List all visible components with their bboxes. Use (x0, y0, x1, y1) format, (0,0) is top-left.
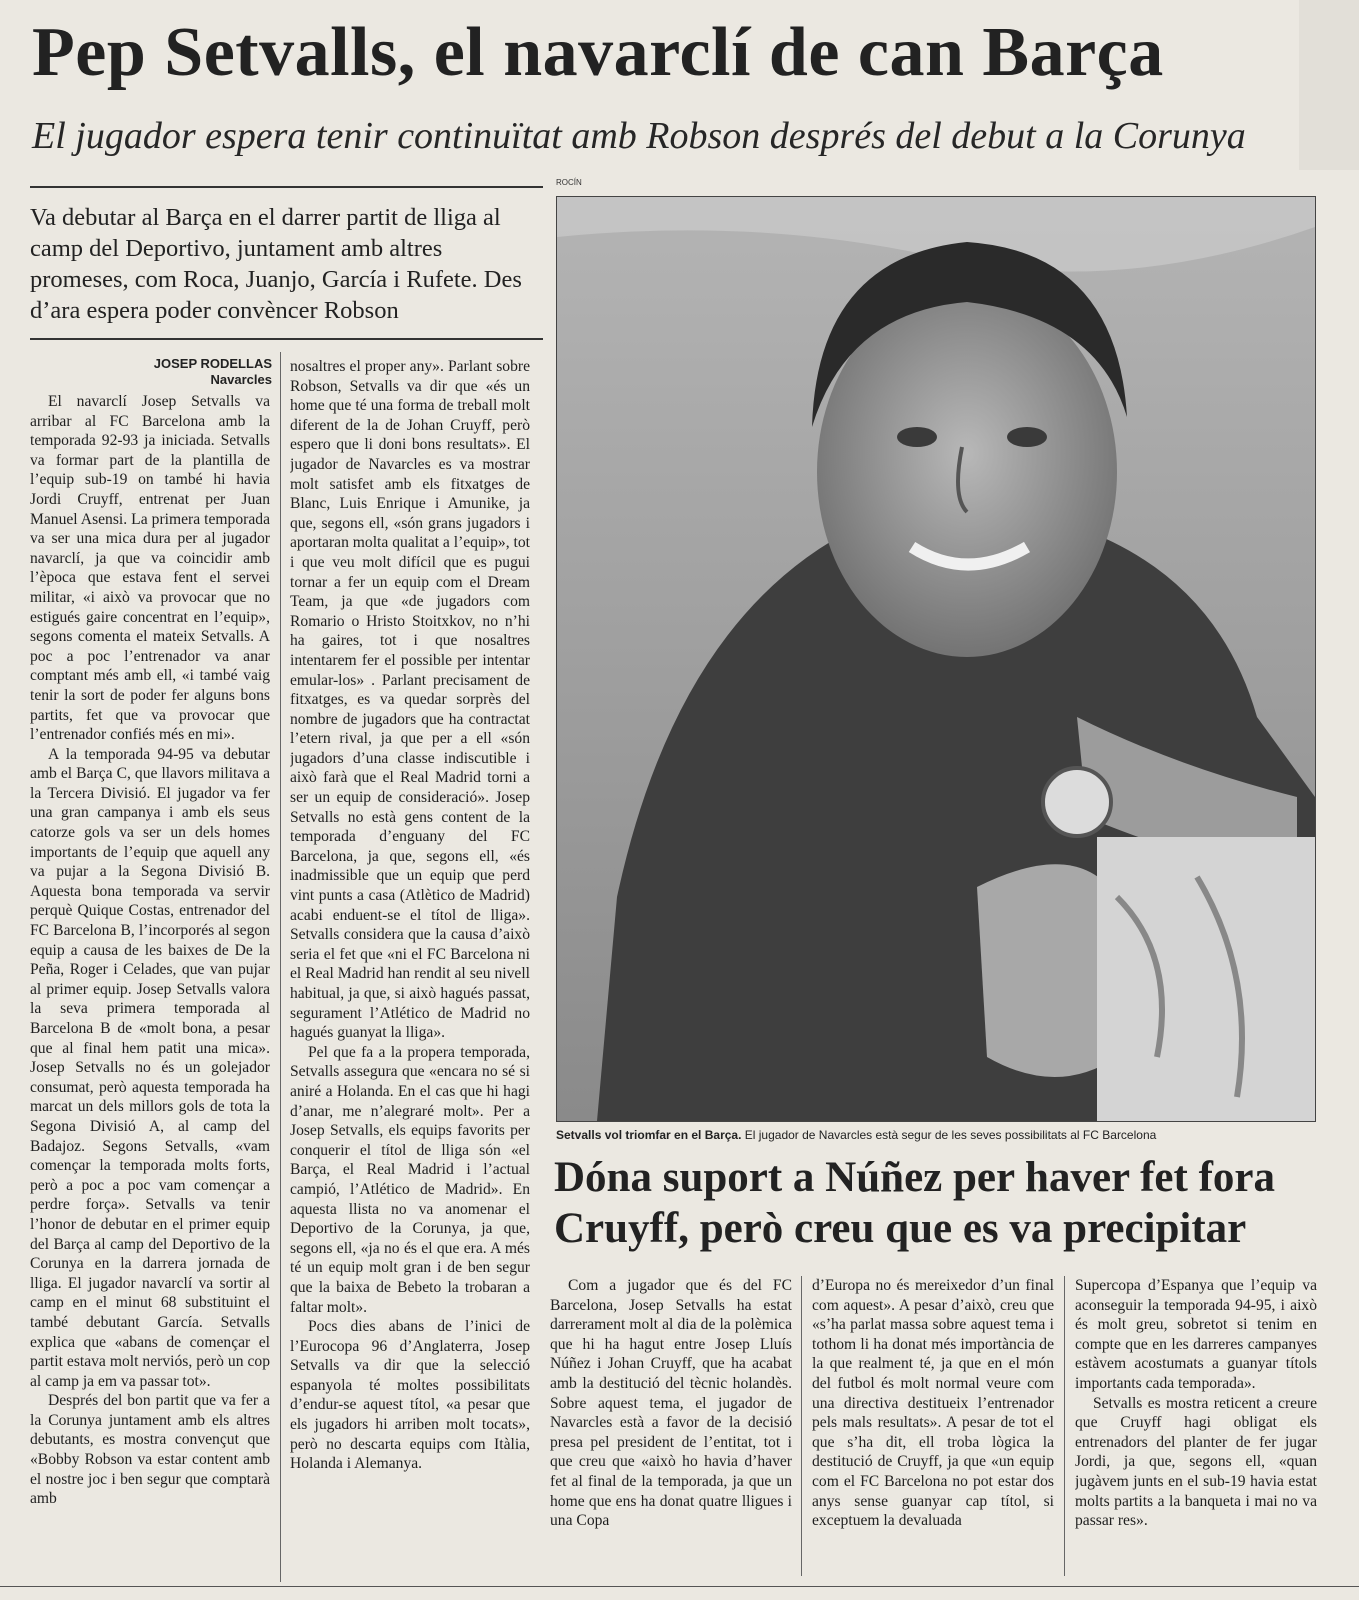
subheadline: El jugador espera tenir continuïtat amb Robson després del debut a la Corunya (32, 115, 1246, 157)
sidebar-divider-1 (801, 1276, 802, 1576)
headline: Pep Setvalls, el navarclí de can Barça (32, 14, 1164, 91)
col1-paragraph: Després del bon partit que va fer a la Corunya juntament amb els altres debutants, es mostra convençut que «Bobby Robson va estar content amb el nostre joc i ben segur que comptarà amb (30, 1392, 270, 1508)
sidebar-column-3 (1075, 1276, 1317, 1576)
player-photo (556, 196, 1316, 1122)
photo-credit: ROCÍN (556, 178, 582, 187)
photo-caption (556, 1128, 1316, 1142)
col2-paragraph: Pocs dies abans de l’inici de l’Eurocopa 96 d’Anglaterra, Josep Setvalls va dir que la selecció espanyola té moltes possibilitats d’endur-se aquest títol, «a pesar que els jugadors hi arriben molt tocats», però no descarta equips com Itàlia, Holanda i Alemanya. (290, 1318, 530, 1473)
col2-paragraph: nosaltres el proper any». Parlant sobre Robson, Setvalls va dir que «és un home que té una forma de treball molt diferent de la de Johan Cruyff, però espero que li doni bons resultats». El jugador de Navarcles es va mostrar molt satisfet amb els fitxatges de Blanc, Luis Enrique i Amunike, ja que, segons ell, «són grans jugadors i aportaran molta qualitat a l’equip», tot i que veu molt difícil que es pugui tornar a fer un equip com el Dream Team, ja que «de jugadors com Romario o Hristo Stoitxkov, no n’hi ha gaires, tot i que nosaltres intentarem fer el possible per intentar emular-los» . Parlant precisament de fitxatges, es va quedar sorprès del nombre de jugadors que ha contractat l’etern rival, ja que per a ell «són jugadors d’una classe indiscutible i això farà que el Real Madrid torni a ser un equip de consideració». Josep Setvalls no està gens content de la temporada d’enguany del FC Barcelona, ja que, segons ell, «és inadmissible que un equip que perd vint punts a casa (Atlètico de Madrid) acabi enduent-se el títol de lliga». Setvalls considera que la causa d’això seria el fet que «ni el FC Barcelona ni el Real Madrid han rendit al seu nivell habitual, ja que, si això hagués passat, segurament l’Atlético de Madrid no hagués guanyat la lliga». (290, 358, 530, 1042)
sidebar-col1-paragraph: Com a jugador que és del FC Barcelona, Josep Setvalls ha estat darrerament molt al dia de la polèmica que hi ha hagut entre Josep Lluís Núñez i Johan Cruyff, que ha acabat amb la destitució del tècnic holandès. Sobre aquest tema, el jugador de Navarcles està a favor de la decisió presa pel president de l’entitat, tot i que creu que «això ho havia d’haver fet al final de la temporada, ja que un home que ens ha donat quatre lligues i una Copa (550, 1277, 792, 1530)
sidebar-col3-paragraph: Supercopa d’Espanya que l’equip va aconseguir la temporada 94-95, i això és molt greu, sobretot si tenim en compte que en les darreres campanyes estàvem acostumats a guanyar títols importants cada temporada». (1075, 1277, 1317, 1392)
bottom-rule (0, 1586, 1359, 1587)
portrait-illustration (557, 197, 1315, 1121)
sidebar-col2-paragraph: d’Europa no és mereixedor d’un final com aquest». A pesar d’això, creu que «s’ha parlat massa sobre aquest tema i tothom li ha donat més importància de la que realment té, ja que en el món del futbol és molt normal veure com una directiva destitueix l’entrenador pels mals resultats». A pesar de tot el que s’ha dit, ell troba lògica la destitució de Cruyff, ja que «un equip com el FC Barcelona no pot estar dos anys sense guanyar cap títol, si exceptuem la devaluada (812, 1277, 1054, 1530)
lede-top-rule (30, 186, 543, 188)
sidebar-column-1 (550, 1276, 792, 1576)
col2-paragraph: Pel que fa a la propera temporada, Setvalls assegura que «encara no sé si aniré a Holanda. En el cas que hi hagi d’anar, me n’alegraré molt». Per a Josep Setvalls, els equips favorits per conquerir el títol de lliga són «el Barça, el Real Madrid i l’actual campió, l’Atlético de Madrid». En aquesta llista no va anomenar el Deportivo de la Corunya, ja que, segons ell, «ja no és el que era. A més té un equip molt gran i de ben segur que la baixa de Bebeto la trobaran a faltar molt». (290, 1043, 530, 1316)
column-2 (290, 357, 530, 1582)
column-divider (280, 352, 281, 1582)
byline-location: Navarcles (210, 372, 272, 387)
column-1 (30, 392, 270, 1582)
col1-paragraph: A la temporada 94-95 va debutar amb el Barça C, que llavors militava a la Tercera Divisió. El jugador va fer una gran campanya i amb els seus catorze gols va ser un dels homes importants de l’equip que aquell any va pujar a la Segona Divisió B. Aquesta bona temporada va servir perquè Quique Costas, entrenador del FC Barcelona B, l’incorporés al segon equip a causa de les baixes de De la Peña, Roger i Celades, que van pujar al primer equip. Josep Setvalls valora la seva primera temporada al Barcelona B de «molt bona, a pesar que al final hem patit una mica». Josep Setvalls no és un golejador consumat, però aquesta temporada ha marcat un dels millors gols de tota la Segona Divisió A, al camp del Badajoz. Segons Setvalls, «vam començar la temporada molts forts, però a poc a poc vam començar a perdre força». Setvalls va tenir l’honor de debutar en el primer equip del Barça al camp del Deportivo de la Corunya en la darrera jornada de lliga. El jugador navarclí va sortir al camp en el minut 68 substituint el també debutant García. Setvalls explica que «abans de començar el partit estava molt nerviós, però un cop al camp ja em va passar tot». (30, 745, 270, 1390)
caption-text: El jugador de Navarcles està segur de les seves possibilitats al FC Barcelona (741, 1128, 1157, 1142)
sidebar-headline: Dóna suport a Núñez per haver fet fora Cruyff, però creu que es va precipitar (554, 1154, 1275, 1252)
col1-paragraph: El navarclí Josep Setvalls va arribar al FC Barcelona amb la temporada 92-93 ja iniciada. Setvalls va formar part de la plantilla de l’equip sub-19 on també hi havia Jordi Cruyff, entrenat per Juan Manuel Asensi. La primera temporada va ser una mica dura per al jugador navarclí, ja que va coincidir amb l’època que estava fent el servei militar, «i això va provocar que no estigués gaire concentrat en l’equip», segons comenta el mateix Setvalls. A poc a poc l’entrenador va anar comptant més amb ell, «i també vaig tenir la sort de poder fer alguns bons partits, fet que va provocar que l’entrenador confiés més en mi». (30, 393, 270, 744)
byline (30, 356, 272, 388)
byline-name: JOSEP RODELLAS (153, 356, 272, 371)
lede-bottom-rule (30, 338, 543, 340)
sidebar-column-2 (812, 1276, 1054, 1576)
sidebar-col3-paragraph: Setvalls es mostra reticent a creure que Cruyff hagi obligat els entrenadors del planter de fer jugar Jordi, ja que, segons ell, «quan jugàvem junts en el sub-19 havia estat molts partits a la banqueta i mai no va passar res». (1075, 1394, 1317, 1530)
sidebar-divider-2 (1064, 1276, 1065, 1576)
caption-bold: Setvalls vol triomfar en el Barça. (556, 1128, 742, 1142)
lede: Va debutar al Barça en el darrer partit de lliga al camp del Deportivo, juntament amb altres promeses, com Roca, Juanjo, García i Rufete. Des d’ara espera poder convèncer Robson (30, 204, 522, 324)
